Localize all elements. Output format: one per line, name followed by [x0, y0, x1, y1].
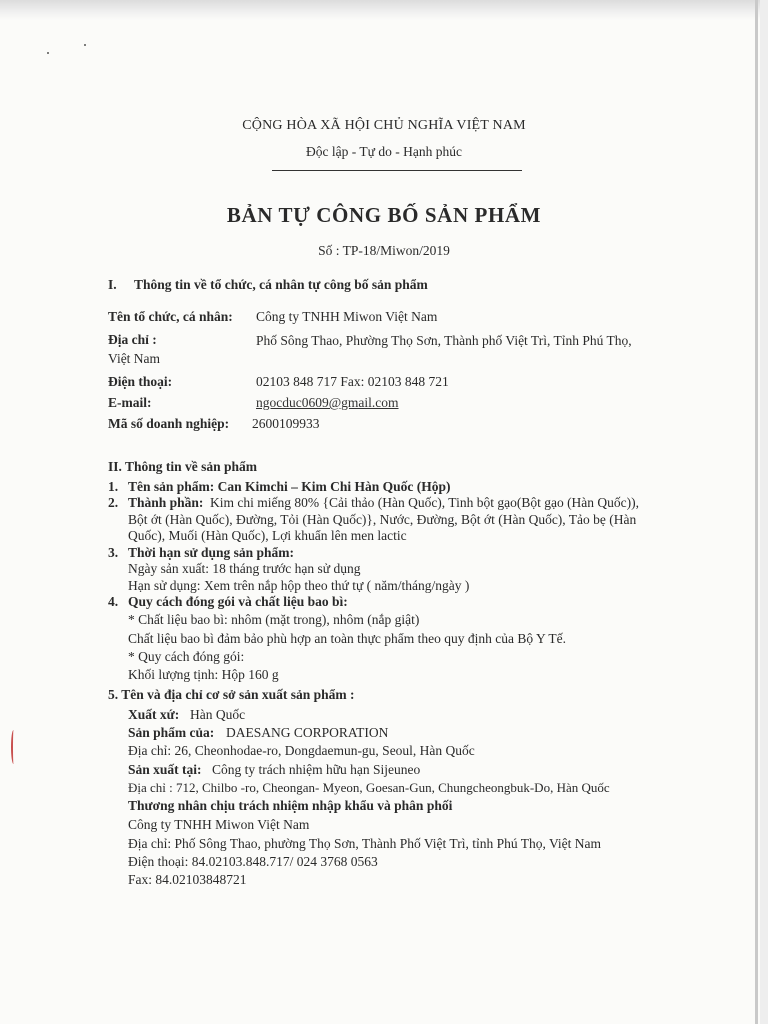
manufacturer-heading: 5. Tên và địa chỉ cơ sở sản xuất sản phẩm :	[108, 687, 355, 702]
importer-name: Công ty TNHH Miwon Việt Nam	[128, 817, 310, 832]
org-label: Tên tổ chức, cá nhân:	[108, 309, 233, 324]
ingredients-line: Quốc), Muối (Hàn Quốc), Lợi khuẩn lên men lactic	[128, 528, 407, 543]
packaging-line: * Quy cách đóng gói:	[128, 649, 245, 664]
importer-fax: Fax: 84.02103848721	[128, 872, 247, 887]
importer-phone: Điện thoại: 84.02103.848.717/ 024 3768 0563	[128, 854, 378, 869]
scan-speck	[47, 52, 49, 54]
product-of-value: DAESANG CORPORATION	[226, 725, 389, 740]
address-label: Địa chỉ :	[108, 332, 157, 347]
address-value: Phố Sông Thao, Phường Thọ Sơn, Thành phố Việt Trì, Tỉnh Phú Thọ,	[256, 333, 632, 348]
email-link[interactable]: ngocduc0609@gmail.com	[256, 395, 399, 410]
origin-value: Hàn Quốc	[190, 707, 246, 722]
section1-heading-num: I.	[108, 277, 117, 292]
document-number: Số : TP-18/Miwon/2019	[318, 243, 450, 258]
phone-value: 02103 848 717 Fax: 02103 848 721	[256, 374, 449, 389]
tax-code-label: Mã số doanh nghiệp:	[108, 416, 230, 431]
shelf-life-label: Thời hạn sử dụng sản phẩm:	[128, 545, 295, 560]
product-of-label: Sản phẩm của:	[128, 725, 215, 740]
item1-num: 1.	[108, 479, 119, 494]
header-rule	[272, 170, 522, 171]
origin-label: Xuất xứ:	[128, 707, 180, 722]
ingredients-label: Thành phần:	[128, 495, 204, 510]
packaging-line: Chất liệu bao bì đảm bảo phù hợp an toàn thực phẩm theo quy định của Bộ Y Tế.	[128, 631, 566, 646]
importer-label: Thương nhân chịu trách nhiệm nhập khẩu và phân phối	[128, 798, 453, 813]
scan-top-edge	[0, 0, 768, 20]
section1-heading: Thông tin về tổ chức, cá nhân tự công bố sản phẩm	[134, 277, 428, 292]
ingredients-line: Kim chi miếng 80% {Cải thảo (Hàn Quốc), Tinh bột gạo(Bột gạo (Hàn Quốc)),	[210, 495, 640, 510]
document-title: BẢN TỰ CÔNG BỐ SẢN PHẨM	[226, 203, 542, 227]
shelf-life-line: Hạn sử dụng: Xem trên nắp hộp theo thứ tự ( năm/tháng/ngày )	[128, 578, 470, 593]
importer-address: Địa chỉ: Phố Sông Thao, phường Thọ Sơn, Thành Phố Việt Trì, tỉnh Phú Thọ, Việt Nam	[128, 836, 602, 851]
national-motto: Độc lập - Tự do - Hạnh phúc	[306, 144, 462, 159]
scan-speck	[84, 44, 86, 46]
item3-num: 3.	[108, 545, 119, 560]
item4-num: 4.	[108, 594, 119, 609]
made-at-address: Địa chỉ : 712, Chilbo -ro, Cheongan- Myeon, Goesan-Gun, Chungcheongbuk-Do, Hàn Quốc	[128, 780, 610, 795]
made-at-value: Công ty trách nhiệm hữu hạn Sijeuneo	[212, 762, 421, 777]
national-header: CỘNG HÒA XÃ HỘI CHỦ NGHĨA VIỆT NAM	[242, 118, 526, 133]
item2-num: 2.	[108, 495, 119, 510]
address-continuation: Việt Nam	[108, 351, 161, 366]
product-name: Tên sản phẩm: Can Kimchi – Kim Chi Hàn Quốc (Hộp)	[128, 479, 451, 494]
tax-code-value: 2600109933	[252, 416, 320, 431]
phone-label: Điện thoại:	[108, 374, 173, 389]
section2-heading: II. Thông tin về sản phẩm	[108, 459, 258, 474]
email-label: E-mail:	[108, 395, 152, 410]
product-of-address: Địa chỉ: 26, Cheonhodae-ro, Dongdaemun-gu, Seoul, Hàn Quốc	[128, 743, 475, 758]
org-value: Công ty TNHH Miwon Việt Nam	[256, 309, 438, 324]
ingredients-line: Bột ớt (Hàn Quốc), Đường, Tỏi (Hàn Quốc)}, Nước, Đường, Bột ớt (Hàn Quốc), Tảo bẹ (Hàn	[128, 512, 637, 527]
packaging-label: Quy cách đóng gói và chất liệu bao bì:	[128, 594, 348, 609]
scan-red-mark	[11, 730, 16, 764]
packaging-line: Khối lượng tịnh: Hộp 160 g	[128, 667, 279, 682]
packaging-line: * Chất liệu bao bì: nhôm (mặt trong), nhôm (nắp giật)	[128, 612, 420, 627]
shelf-life-line: Ngày sản xuất: 18 tháng trước hạn sử dụng	[128, 561, 361, 576]
made-at-label: Sản xuất tại:	[128, 762, 202, 777]
